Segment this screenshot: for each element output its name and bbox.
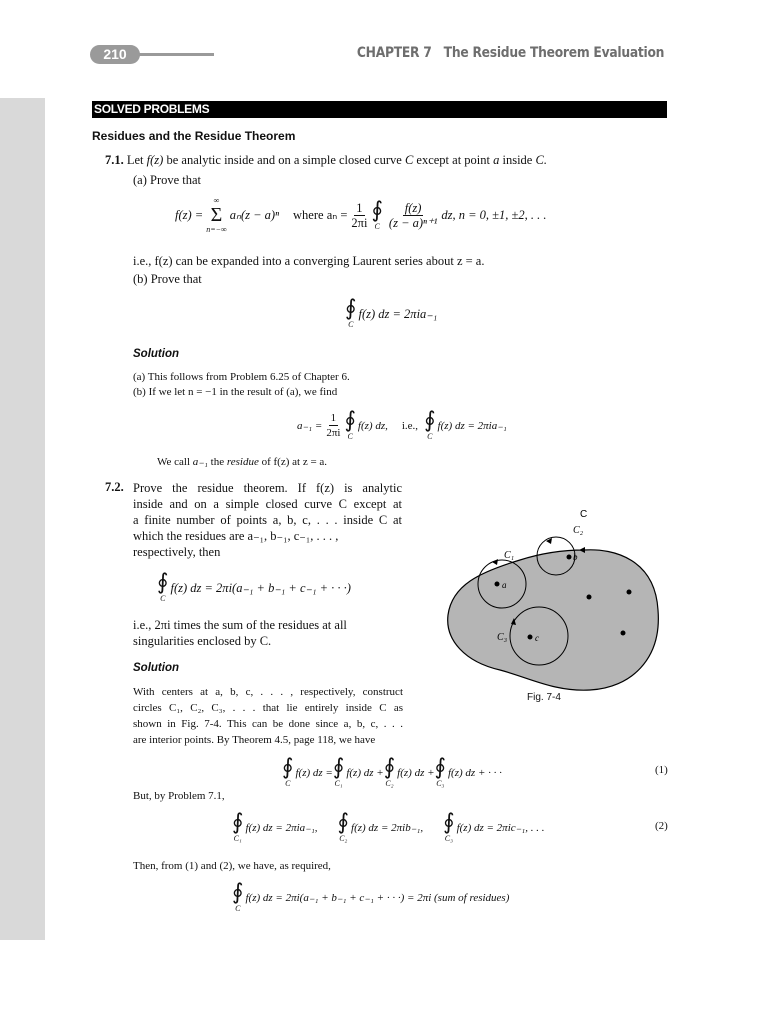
contour-integral-icon: ∮ C₁: [332, 755, 345, 788]
equation-2: ∮ C₁ f(z) dz = 2πia₋₁, ∮ C₂ f(z) dz = 2πib₋₁, ∮ C₃ f(z) dz = 2πic₋₁, . . .: [232, 810, 545, 843]
singular-point: [627, 590, 632, 595]
contour-integral-icon: ∮ C₂: [383, 755, 396, 788]
figure-7-4: [440, 500, 670, 700]
equation-number-1: (1): [655, 764, 668, 776]
contour-integral-icon: ∮ C: [424, 408, 436, 441]
page-gutter: [0, 98, 45, 940]
point-a: [495, 582, 500, 587]
contour-integral-icon: ∮ C₃: [434, 755, 446, 788]
singular-point: [621, 631, 626, 636]
singular-point: [587, 595, 592, 600]
residue-definition-text: We call a₋₁ the residue of f(z) at z = a.: [157, 456, 328, 468]
contour-integral-icon: ∮ C: [345, 296, 357, 329]
label-b: b: [573, 552, 578, 562]
equation-number-2: (2): [655, 820, 668, 832]
chapter-title: CHAPTER 7 The Residue Theorem Evaluation: [356, 45, 664, 61]
label-c-point: c: [535, 633, 539, 643]
contour-integral-icon: ∮ C: [371, 197, 383, 231]
contour-integral-icon: ∮ C: [232, 880, 244, 913]
section-bar: SOLVED PROBLEMS: [92, 101, 667, 118]
problem-7-2-number: 7.2.: [105, 480, 124, 494]
subsection-title: Residues and the Residue Theorem: [92, 129, 296, 143]
solution-b: (b) If we let n = −1 in the result of (a), we find: [133, 386, 338, 398]
residue-integral-equation: ∮ C f(z) dz = 2πia₋₁: [345, 296, 438, 329]
contour-integral-icon: ∮ C₁: [232, 810, 244, 843]
page-number: 210: [90, 45, 140, 64]
residue-definition-equation: a₋₁ = $\frac{1}{2\pi i}$ ∮ C f(z) dz, i.e., ∮ C f(z) dz = 2πia₋₁: [297, 408, 507, 441]
problem-7-2-statement: Prove the residue theorem. If f(z) is analytic inside and on a simple closed curve C except at a finite number of points a, b, c, . . . inside C at which the residues are a₋₁, b₋₁, c₋₁, . . . , respectively, then: [133, 481, 402, 559]
laurent-series-equation: f(z) = ∞ Σ n=−∞ aₙ(z − a)ⁿ where aₙ = $\frac{1}{2\pi i}$ ∮ C $\frac{f(z)}{\text{(z − a)ⁿ⁺¹}}$ dz, n = 0, ±1, ±2, . . .: [175, 196, 547, 234]
solution-a: (a) This follows from Problem 6.25 of Chapter 6.: [133, 371, 350, 383]
contour-integral-icon: ∮ C₂: [337, 810, 350, 843]
equation-1: ∮ C f(z) dz = ∮ C₁ f(z) dz + ∮ C₂ f(z) dz + ∮ C₃ f(z) dz + · · ·: [282, 755, 502, 788]
header-rule: [138, 53, 214, 56]
contour-integral-icon: ∮ C: [157, 570, 169, 603]
contour-c-region: [448, 550, 659, 690]
figure-caption: Fig. 7-4: [527, 692, 561, 703]
label-c3: C₃: [497, 632, 508, 643]
but-text: But, by Problem 7.1,: [133, 790, 225, 802]
solution-label: Solution: [133, 662, 179, 674]
contour-integral-icon: ∮ C: [344, 408, 356, 441]
contour-integral-icon: ∮ C₃: [443, 810, 455, 843]
contour-integral-icon: ∮ C: [282, 755, 294, 788]
final-equation: ∮ C f(z) dz = 2πi(a₋₁ + b₋₁ + c₋₁ + · · ·) = 2πi (sum of residues): [232, 880, 510, 913]
residue-theorem-note: i.e., 2πi times the sum of the residues at all singularities enclosed by C.: [133, 618, 347, 648]
label-c: C: [580, 509, 588, 520]
label-c2: C₂: [573, 525, 584, 536]
label-a: a: [502, 580, 507, 590]
laurent-note: i.e., f(z) can be expanded into a converging Laurent series about z = a.: [133, 254, 485, 268]
arrow-icon: [492, 559, 498, 565]
problem-7-1-statement: 7.1. Let f(z) be analytic inside and on a simple closed curve C except at point a inside C.: [105, 153, 547, 167]
solution-text: With centers at a, b, c, . . . , respectively, construct circles C₁, C₂, C₃, . . . that lie entirely inside C as shown in Fig. 7-4. This can be done since a, b, c, . . . are interior points. By Theorem 4.5, page 118, we have: [133, 686, 403, 746]
point-c: [528, 635, 533, 640]
part-a-label: (a) Prove that: [133, 173, 202, 187]
point-b: [567, 555, 572, 560]
label-c1: C₁: [504, 550, 515, 561]
solution-label: Solution: [133, 348, 179, 360]
part-b-label: (b) Prove that: [133, 272, 202, 286]
then-text: Then, from (1) and (2), we have, as required,: [133, 860, 331, 872]
residue-theorem-equation: ∮ C f(z) dz = 2πi(a₋₁ + b₋₁ + c₋₁ + · · ·): [157, 570, 351, 603]
